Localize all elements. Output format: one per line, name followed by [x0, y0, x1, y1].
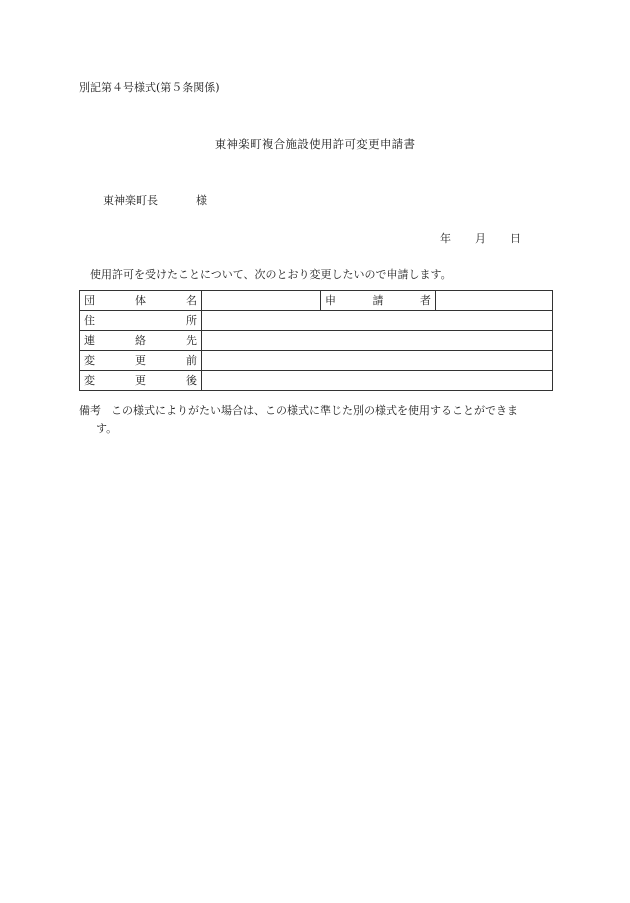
label-char: 変: [84, 374, 95, 387]
before-change-label: [80, 351, 202, 371]
label-char: 絡: [135, 334, 146, 347]
label-char: 者: [420, 294, 431, 307]
table-row-group-name: [80, 291, 553, 311]
label-char: 所: [186, 314, 197, 327]
intro-text: 使用許可を受けたことについて、次のとおり変更したいので申請します。: [90, 268, 452, 281]
table-row-before-change: [80, 351, 553, 371]
application-table: [79, 290, 553, 391]
table-row-address: [80, 311, 553, 331]
remarks-text-line2: す。: [96, 422, 118, 435]
before-change-field[interactable]: [202, 351, 553, 371]
group-name-label: [80, 291, 202, 311]
label-char: 名: [186, 294, 197, 307]
label-char: 後: [186, 374, 197, 387]
after-change-field[interactable]: [202, 371, 553, 391]
form-number-label: 別記第４号様式(第５条関係): [79, 81, 220, 94]
label-char: 体: [135, 294, 146, 307]
date-line: [440, 230, 521, 246]
address-field[interactable]: [202, 311, 553, 331]
date-day-label: 日: [510, 232, 521, 245]
date-month-label: 月: [475, 232, 486, 245]
label-char: 団: [84, 294, 95, 307]
contact-label: [80, 331, 202, 351]
addressee-name: 東神楽町長: [103, 194, 158, 207]
label-char: 前: [186, 354, 197, 367]
addressee: [103, 192, 207, 208]
applicant-label: [321, 291, 436, 311]
label-char: 更: [135, 354, 146, 367]
label-char: 連: [84, 334, 95, 347]
applicant-field[interactable]: [436, 291, 553, 311]
after-change-label: [80, 371, 202, 391]
remarks-heading: 備考: [79, 404, 101, 417]
group-name-field[interactable]: [202, 291, 321, 311]
label-char: 変: [84, 354, 95, 367]
table-row-after-change: [80, 371, 553, 391]
date-year-label: 年: [440, 232, 451, 245]
remarks-text-line1: この様式によりがたい場合は、この様式に準じた別の様式を使用することができま: [111, 404, 518, 417]
label-char: 住: [84, 314, 95, 327]
remarks: [79, 402, 559, 438]
label-char: 請: [372, 294, 384, 307]
table-row-contact: [80, 331, 553, 351]
label-char: 先: [186, 334, 197, 347]
address-label: [80, 311, 202, 331]
label-char: 申: [325, 294, 336, 307]
contact-field[interactable]: [202, 331, 553, 351]
document-title: 東神楽町複合施設使用許可変更申請書: [214, 137, 416, 151]
addressee-honorific: 様: [196, 194, 207, 207]
label-char: 更: [135, 374, 146, 387]
